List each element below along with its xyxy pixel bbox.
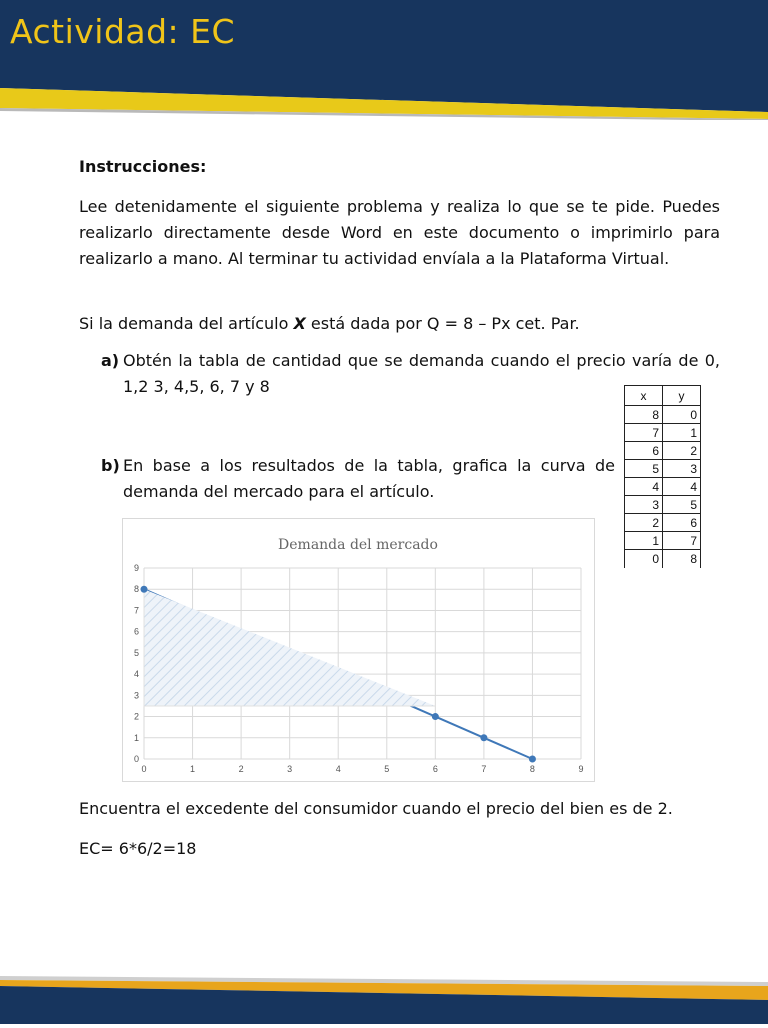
y-tick-label: 0 <box>133 754 139 764</box>
demand-statement <box>79 311 720 337</box>
page-title: Actividad: EC <box>10 12 236 51</box>
instructions-paragraph: Lee detenidamente el siguiente problema y realiza lo que se te pide. Puedes realizarlo directamente desde Word en este documento o imprimirlo para realizarlo a mano. Al terminar tu actividad envíala a la Plataforma Virtual. <box>79 197 720 268</box>
table-cell-y: 5 <box>663 496 701 514</box>
item-a-label: a) <box>101 351 120 370</box>
table-row <box>625 496 701 514</box>
data-point <box>432 713 439 720</box>
demand-variable: X <box>293 314 306 333</box>
y-tick-label: 2 <box>133 711 139 722</box>
item-a-text: Obtén la tabla de cantidad que se demanda cuando el precio varía de 0, 1,2 3, 4,5, 6, 7 y 8 <box>123 351 720 396</box>
table-cell-y: 8 <box>663 550 701 568</box>
table-cell-y: 7 <box>663 532 701 550</box>
x-tick-label: 4 <box>335 764 341 774</box>
footer-graphic <box>0 970 768 1024</box>
data-point <box>529 756 536 763</box>
table-header-x: x <box>625 386 663 406</box>
consumer-surplus-question: Encuentra el excedente del consumidor cuando el precio del bien es de 2. <box>79 799 673 818</box>
table-cell-y: 3 <box>663 460 701 478</box>
table-cell-y: 1 <box>663 424 701 442</box>
xy-table <box>624 385 701 568</box>
instructions-heading: Instrucciones: <box>79 157 207 176</box>
y-tick-label: 9 <box>133 563 139 573</box>
table-header-y: y <box>663 386 701 406</box>
table-cell-y: 2 <box>663 442 701 460</box>
table-row <box>625 406 701 424</box>
x-tick-label: 0 <box>141 764 147 774</box>
item-b-label: b) <box>101 456 120 475</box>
consumer-surplus-answer: EC= 6*6/2=18 <box>79 839 197 858</box>
table-cell-y: 6 <box>663 514 701 532</box>
x-tick-label: 2 <box>238 764 244 774</box>
table-row <box>625 514 701 532</box>
table-cell-x: 6 <box>625 442 663 460</box>
table-cell-x: 0 <box>625 550 663 568</box>
demand-pre: Si la demanda del artículo <box>79 314 294 333</box>
header-band <box>0 0 768 120</box>
data-point <box>141 586 148 593</box>
y-tick-label: 6 <box>133 626 139 637</box>
demand-chart <box>122 518 595 782</box>
table-cell-y: 4 <box>663 478 701 496</box>
table-cell-x: 3 <box>625 496 663 514</box>
x-tick-label: 7 <box>481 764 487 774</box>
table-cell-x: 5 <box>625 460 663 478</box>
data-point <box>480 734 487 741</box>
table-row <box>625 424 701 442</box>
x-tick-label: 3 <box>287 764 293 774</box>
table-cell-y: 0 <box>663 406 701 424</box>
y-tick-label: 3 <box>133 690 139 701</box>
x-tick-label: 1 <box>190 764 196 774</box>
x-tick-label: 5 <box>384 764 390 774</box>
y-tick-label: 4 <box>133 669 139 680</box>
table-cell-x: 4 <box>625 478 663 496</box>
demand-post: está dada por Q = 8 – Px cet. Par. <box>305 314 580 333</box>
table-cell-x: 1 <box>625 532 663 550</box>
x-tick-label: 6 <box>432 764 438 774</box>
chart-title: Demanda del mercado <box>278 537 438 553</box>
table-row <box>625 550 701 568</box>
x-tick-label: 9 <box>578 764 584 774</box>
table-row <box>625 532 701 550</box>
table-cell-x: 7 <box>625 424 663 442</box>
y-tick-label: 5 <box>133 647 139 658</box>
y-tick-label: 1 <box>133 732 139 743</box>
table-cell-x: 2 <box>625 514 663 532</box>
table-header-row <box>625 386 701 406</box>
footer-band <box>0 970 768 1024</box>
table-row <box>625 442 701 460</box>
item-b-text: En base a los resultados de la tabla, grafica la curva de demanda del mercado para el artículo. <box>123 456 615 501</box>
table-cell-x: 8 <box>625 406 663 424</box>
y-tick-label: 7 <box>133 605 139 616</box>
x-tick-label: 8 <box>529 764 535 774</box>
demand-chart-svg <box>123 519 594 781</box>
table-row <box>625 460 701 478</box>
y-tick-label: 8 <box>133 584 139 595</box>
table-row <box>625 478 701 496</box>
